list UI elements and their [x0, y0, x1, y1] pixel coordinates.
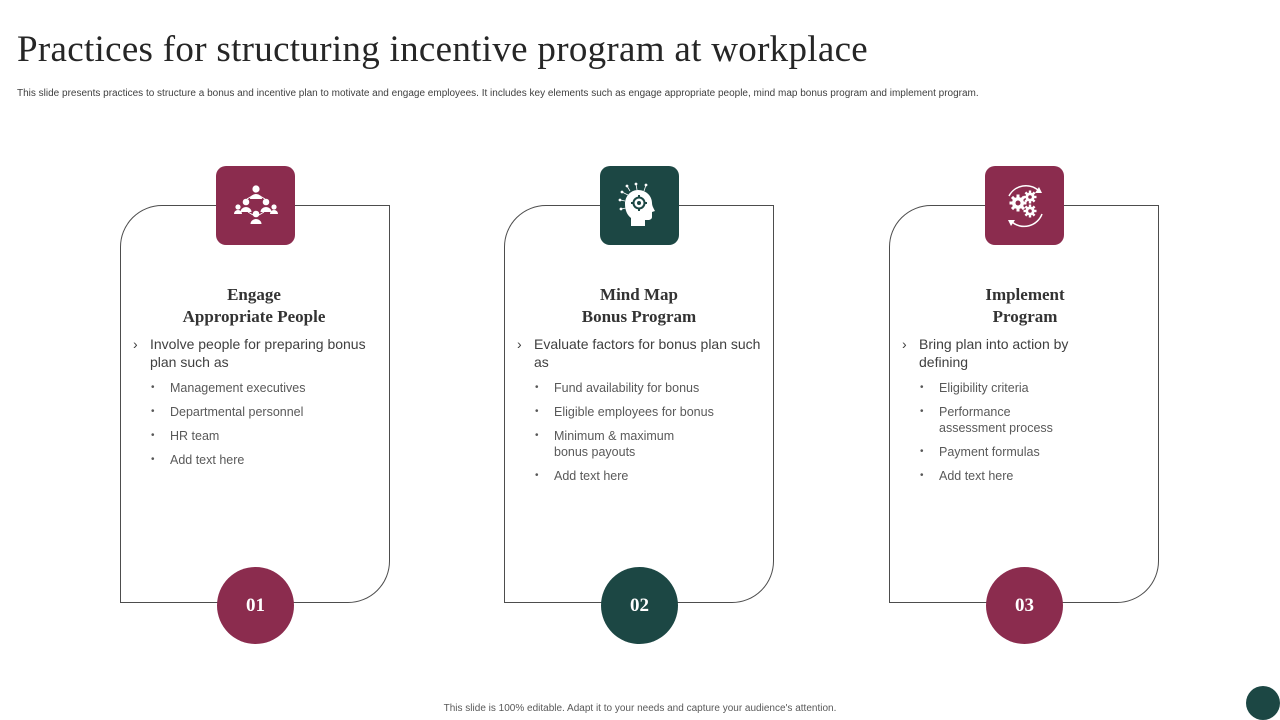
list-item: • Management executives: [151, 380, 371, 396]
list-item: • Add text here: [920, 468, 1140, 484]
step-number-badge: 03: [986, 567, 1063, 644]
card-title: Mind Map Bonus Program: [581, 285, 697, 326]
chevron-right-icon: ›: [902, 336, 907, 352]
list-item: • Add text here: [151, 452, 371, 468]
card-intro: › Involve people for preparing bonus plan such as: [133, 336, 366, 370]
list-item: • Minimum & maximum bonus payouts: [535, 428, 694, 460]
head-gear-icon: [616, 182, 664, 230]
list-item: • Fund availability for bonus: [535, 380, 755, 396]
bullet-list: [920, 380, 1140, 492]
page-title: Practices for structuring incentive program at workplace: [17, 29, 869, 70]
bullet-list: [535, 380, 755, 492]
card-intro: › Bring plan into action by defining: [902, 336, 1069, 370]
chevron-right-icon: ›: [517, 336, 522, 352]
bullet-list: [151, 380, 371, 476]
people-network-icon: [232, 182, 280, 230]
corner-decoration-dot: [1246, 686, 1280, 720]
step-number-badge: 01: [217, 567, 294, 644]
footer-note: This slide is 100% editable. Adapt it to your needs and capture your audience's attention.: [443, 703, 837, 714]
list-item: • Eligible employees for bonus: [535, 404, 755, 420]
list-item: • Eligibility criteria: [920, 380, 1140, 396]
card-title: Implement Program: [985, 285, 1065, 326]
list-item: • Add text here: [535, 468, 755, 484]
card-icon-box: [985, 166, 1064, 245]
gears-cycle-icon: [1001, 182, 1049, 230]
step-number-badge: 02: [601, 567, 678, 644]
list-item: • Departmental personnel: [151, 404, 371, 420]
practice-card-mind-map: [504, 205, 774, 616]
card-icon-box: [216, 166, 295, 245]
list-item: • Performance assessment process: [920, 404, 1079, 436]
practice-card-implement: [889, 205, 1159, 616]
list-item: • Payment formulas: [920, 444, 1140, 460]
practice-card-engage: [120, 205, 390, 616]
list-item: • HR team: [151, 428, 371, 444]
card-icon-box: [600, 166, 679, 245]
card-title: Engage Appropriate People: [182, 285, 326, 326]
card-intro: › Evaluate factors for bonus plan such as: [517, 336, 761, 370]
page-subtitle: This slide presents practices to structure a bonus and incentive plan to motivate and engage employees. It includes key elements such as engage appropriate people, mind map bonus program and implement program.: [17, 88, 979, 99]
chevron-right-icon: ›: [133, 336, 138, 352]
